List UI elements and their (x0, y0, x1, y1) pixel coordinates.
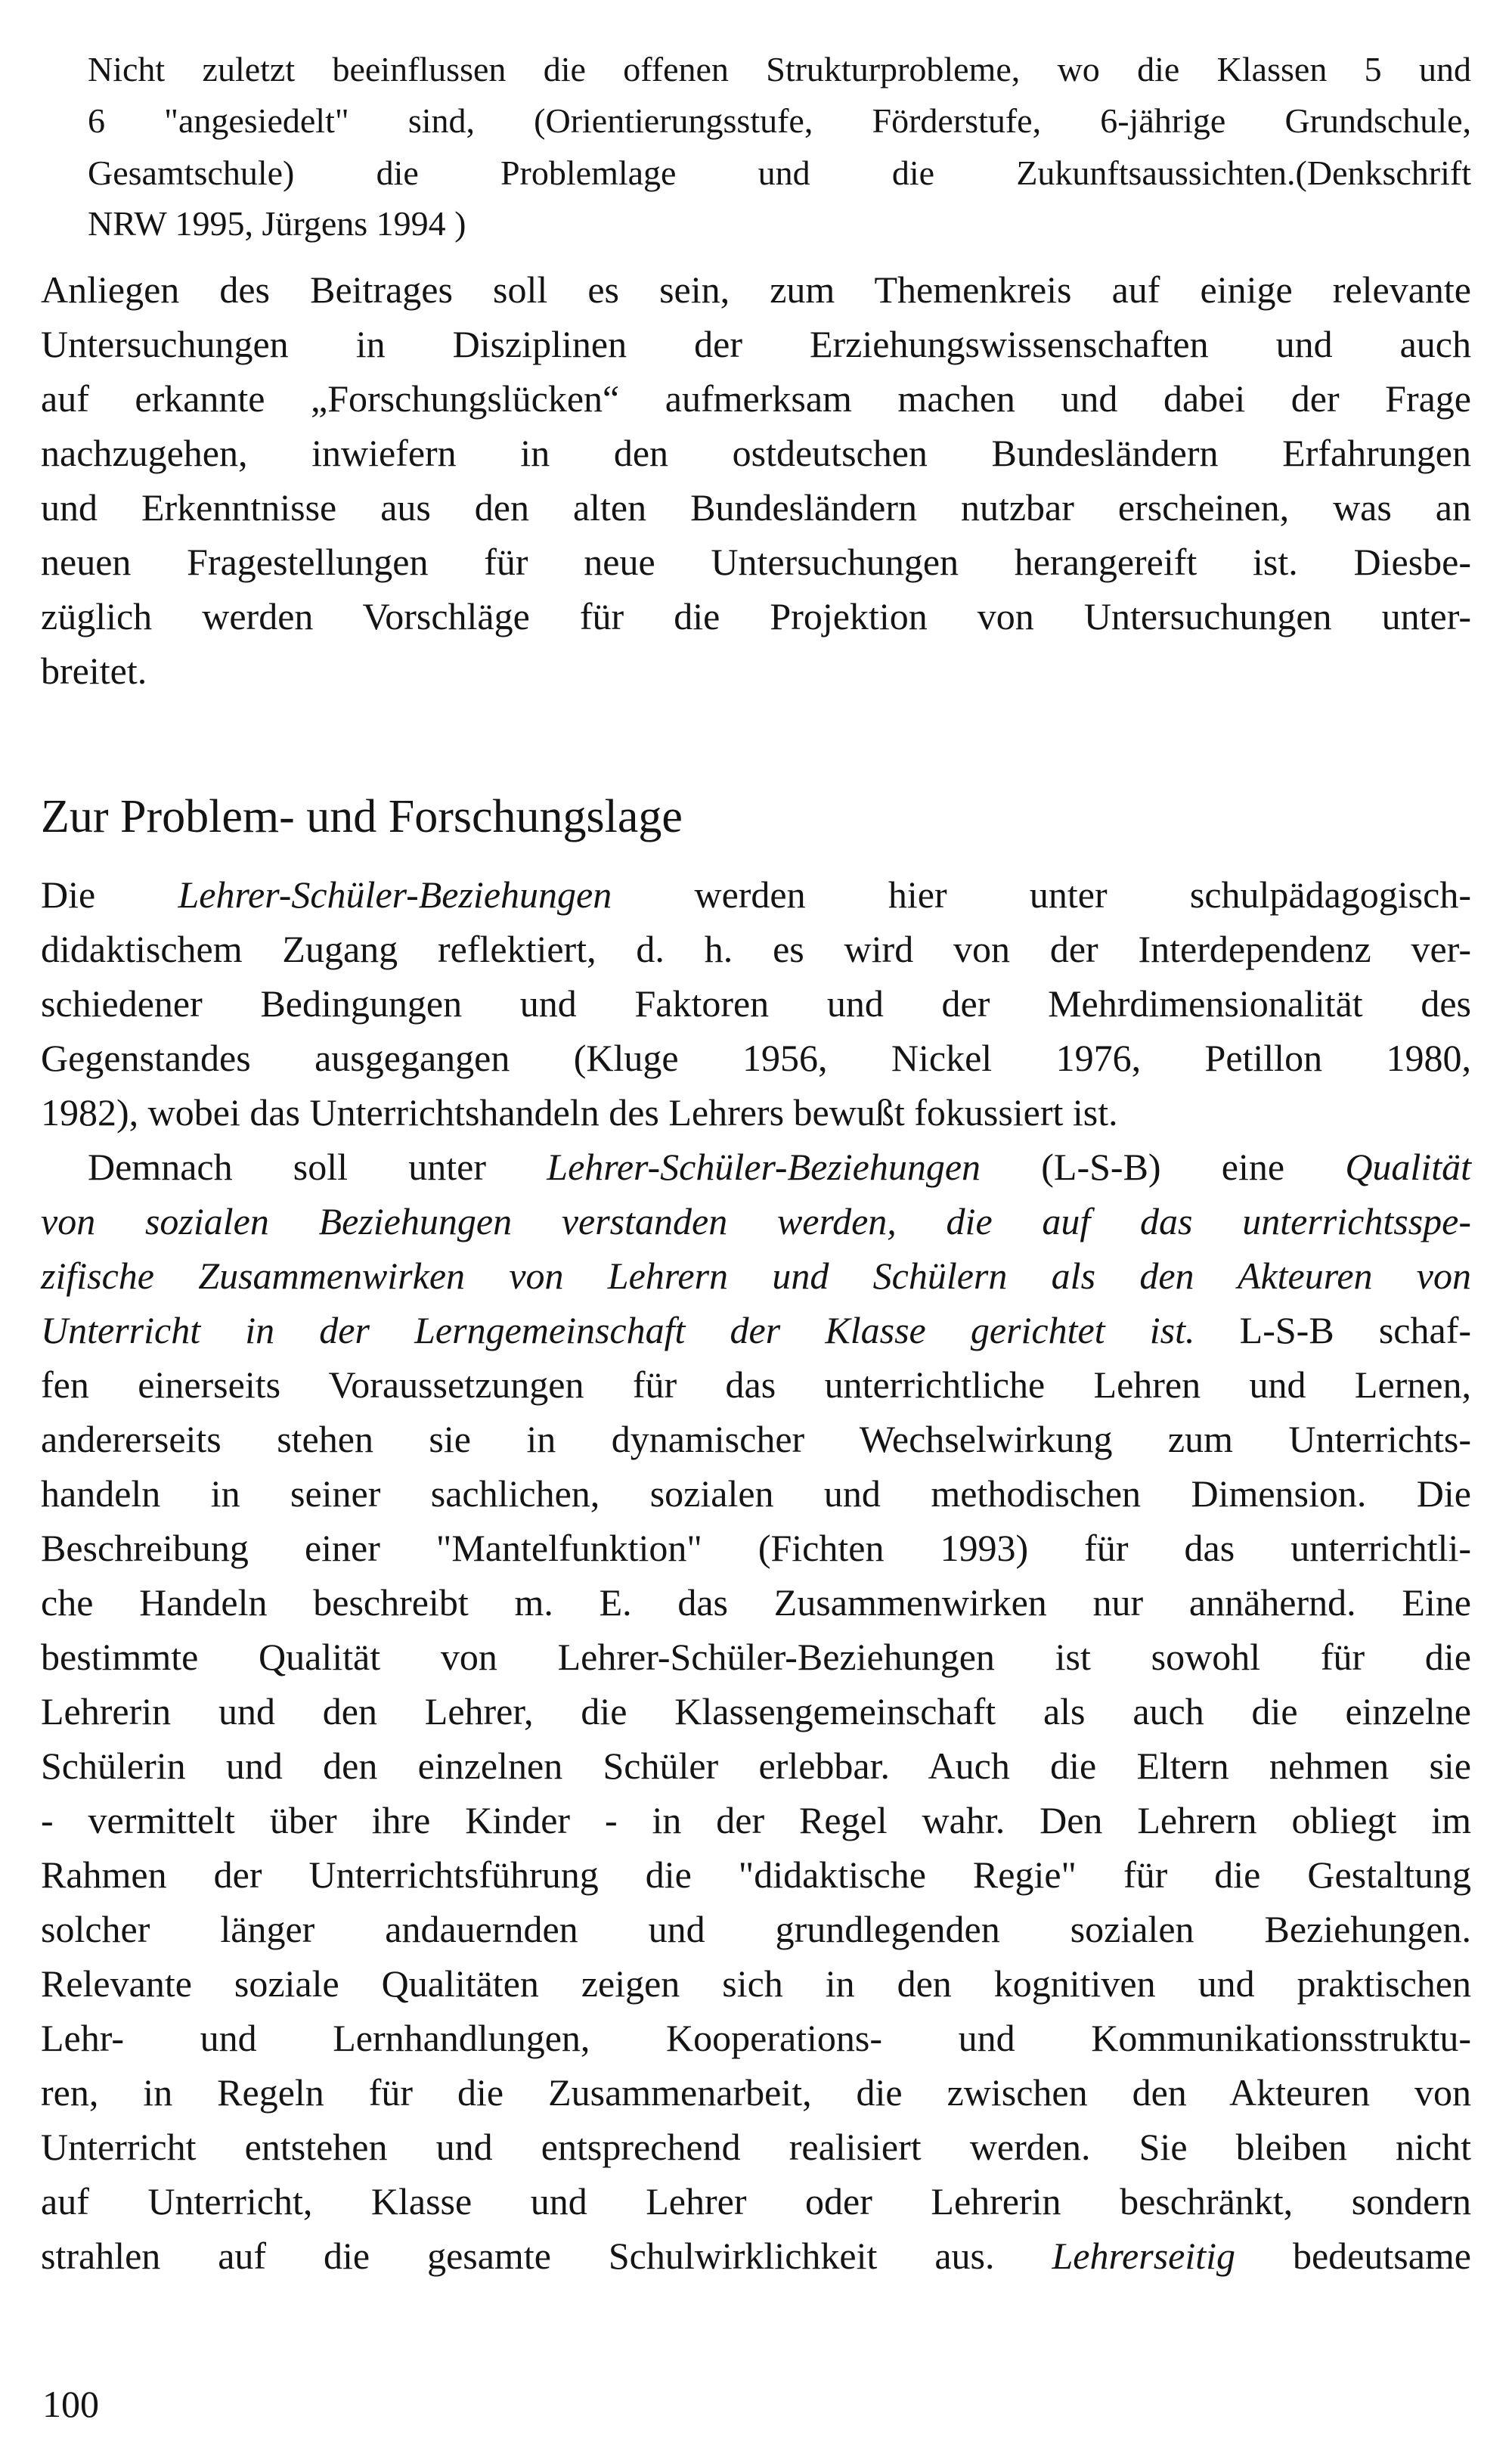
italic-definition: zifische Zusammenwirken von Lehrern und Schülern als den Akteuren von (41, 1255, 1471, 1297)
body-line (41, 871, 1471, 918)
italic-term: Lehrer-Schüler-Beziehungen (547, 1146, 981, 1188)
section-heading: Zur Problem- und Forschungslage (41, 791, 683, 842)
body-line: Anliegen des Beitrages soll es sein, zum Themenkreis auf einige relevante (41, 268, 1471, 311)
body-line: nachzugehen, inwiefern in den ostdeutschen Bundesländern Erfahrungen (41, 432, 1471, 474)
italic-term: Lehrerseitig (1052, 2235, 1236, 2277)
body-line: che Handeln beschreibt m. E. das Zusammenwirken nur annähernd. Eine (41, 1581, 1471, 1624)
body-line: Lehrerin und den Lehrer, die Klassengemeinschaft als auch die einzelne (41, 1690, 1471, 1732)
body-line: Schülerin und den einzelnen Schüler erlebbar. Auch die Eltern nehmen sie (41, 1745, 1471, 1787)
body-line: Beschreibung einer "Mantelfunktion" (Fichten 1993) für das unterrichtli- (41, 1527, 1471, 1569)
italic-term: Lehrer-Schüler-Beziehungen (178, 873, 612, 916)
body-line: Unterricht entstehen und entsprechend realisiert werden. Sie bleiben nicht (41, 2126, 1471, 2168)
body-line: schiedener Bedingungen und Faktoren und der Mehrdimensionalität des (41, 982, 1471, 1025)
body-line: züglich werden Vorschläge für die Projektion von Untersuchungen unter- (41, 595, 1471, 637)
body-line: - vermittelt über ihre Kinder - in der Regel wahr. Den Lehrern obliegt im (41, 1799, 1471, 1841)
body-line: Lehr- und Lernhandlungen, Kooperations- und Kommunikationsstruktu- (41, 2017, 1471, 2059)
body-line (88, 1143, 1471, 1190)
body-line (41, 1252, 1471, 1299)
body-line: ren, in Regeln für die Zusammenarbeit, die zwischen den Akteuren von (41, 2071, 1471, 2114)
body-line: bestimmte Qualität von Lehrer-Schüler-Beziehungen ist sowohl für die (41, 1636, 1471, 1678)
body-line: Gegenstandes ausgegangen (Kluge 1956, Nickel 1976, Petillon 1980, (41, 1037, 1471, 1079)
italic-term: Qualität (1345, 1146, 1471, 1188)
body-line: auf Unterricht, Klasse und Lehrer oder Lehrerin beschränkt, sondern (41, 2180, 1471, 2222)
quote-line: 6 "angesiedelt" sind, (Orientierungsstufe, Förderstufe, 6-jährige Grundschule, (88, 101, 1471, 140)
body-line: andererseits stehen sie in dynamischer Wechselwirkung zum Unterrichts- (41, 1418, 1471, 1460)
body-line: fen einerseits Voraussetzungen für das unterrichtliche Lehren und Lernen, (41, 1363, 1471, 1406)
quote-line: Gesamtschule) die Problemlage und die Zukunftsaussichten.(Denkschrift (88, 154, 1471, 192)
quote-line: NRW 1995, Jürgens 1994 ) (88, 204, 466, 243)
body-line: didaktischem Zugang reflektiert, d. h. es wird von der Interdependenz ver- (41, 928, 1471, 970)
body-line: auf erkannte „Forschungslücken“ aufmerksam machen und dabei der Frage (41, 377, 1471, 420)
body-line (41, 1198, 1471, 1245)
text-run: werden hier unter schulpädagogisch- (612, 873, 1471, 916)
body-line: neuen Fragestellungen für neue Untersuchungen herangereift ist. Diesbe- (41, 541, 1471, 583)
body-line: und Erkenntnisse aus den alten Bundesländern nutzbar erscheinen, was an (41, 486, 1471, 529)
body-line (41, 1307, 1471, 1354)
body-line: Untersuchungen in Disziplinen der Erziehungswissenschaften und auch (41, 323, 1471, 365)
text-run: Die (41, 873, 178, 916)
italic-definition: Unterricht in der Lerngemeinschaft der Klasse gerichtet ist. (41, 1309, 1195, 1351)
body-line: Rahmen der Unterrichtsführung die "didaktische Regie" für die Gestaltung (41, 1853, 1471, 1896)
italic-definition: von sozialen Beziehungen verstanden werden, die auf das unterrichtsspe- (41, 1200, 1471, 1242)
body-line: Relevante soziale Qualitäten zeigen sich in den kognitiven und praktischen (41, 1962, 1471, 2005)
body-line: solcher länger andauernden und grundlegenden sozialen Beziehungen. (41, 1908, 1471, 1950)
quote-line: Nicht zuletzt beeinflussen die offenen Strukturprobleme, wo die Klassen 5 und (88, 50, 1471, 88)
body-line: breitet. (41, 650, 147, 692)
page-number: 100 (42, 2383, 99, 2425)
text-run: L-S-B schaf- (1194, 1309, 1471, 1351)
text-run: strahlen auf die gesamte Schulwirklichkeit aus. (41, 2235, 1052, 2277)
text-run: (L-S-B) eine (981, 1146, 1346, 1188)
body-line: handeln in seiner sachlichen, sozialen und methodischen Dimension. Die (41, 1472, 1471, 1515)
text-run: Demnach soll unter (88, 1146, 547, 1188)
body-line (41, 2232, 1471, 2279)
body-line: 1982), wobei das Unterrichtshandeln des Lehrers bewußt fokussiert ist. (41, 1091, 1118, 1134)
text-run: bedeutsame (1235, 2235, 1471, 2277)
